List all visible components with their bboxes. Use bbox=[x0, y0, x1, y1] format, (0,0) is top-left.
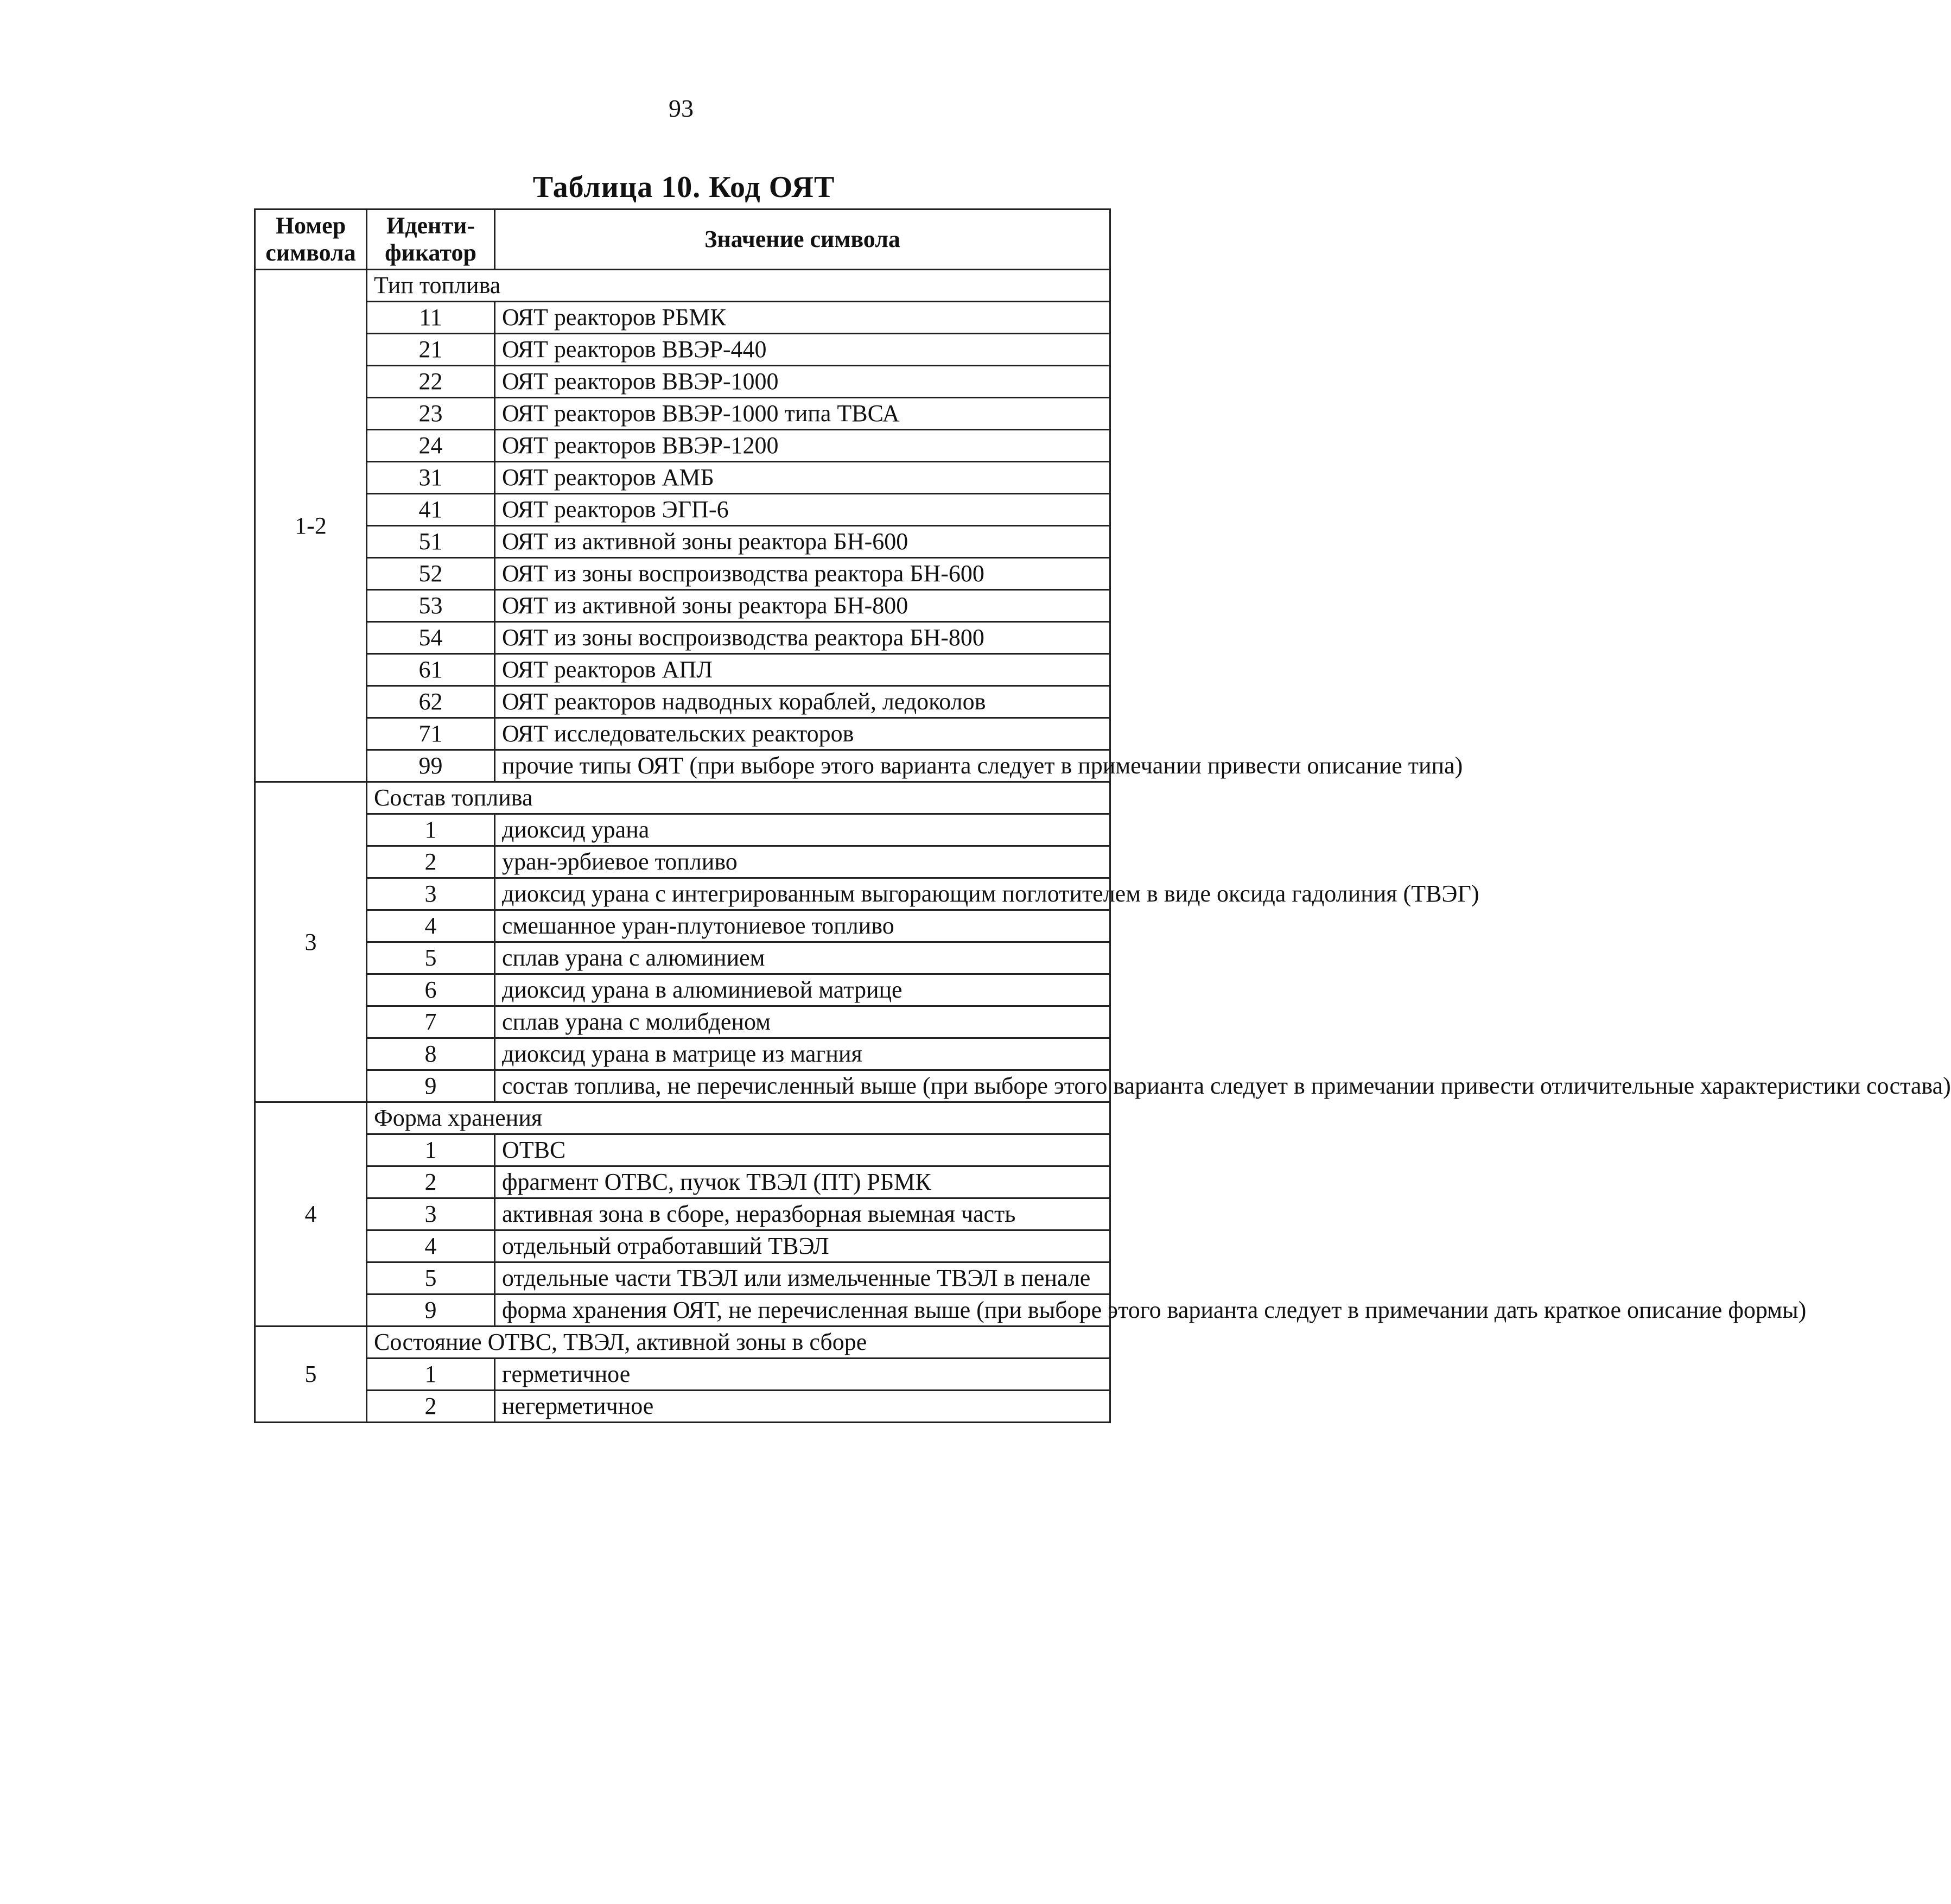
table-row bbox=[255, 398, 1110, 430]
identifier-cell: 7 bbox=[367, 1006, 495, 1038]
table-row bbox=[255, 302, 1110, 334]
meaning-cell: активная зона в сборе, неразборная выемная часть bbox=[495, 1198, 1110, 1230]
identifier-cell: 1 bbox=[367, 814, 495, 846]
identifier-cell: 1 bbox=[367, 1134, 495, 1166]
meaning-cell: ОЯТ из зоны воспроизводства реактора БН-600 bbox=[495, 558, 1110, 590]
identifier-cell: 1 bbox=[367, 1359, 495, 1391]
identifier-cell: 5 bbox=[367, 942, 495, 974]
table-row bbox=[255, 718, 1110, 750]
table-row bbox=[255, 1359, 1110, 1391]
identifier-cell: 52 bbox=[367, 558, 495, 590]
table-row bbox=[255, 526, 1110, 558]
table-row bbox=[255, 462, 1110, 494]
meaning-cell: прочие типы ОЯТ (при выборе этого варианта следует в примечании привести описание типа) bbox=[495, 750, 1110, 782]
section-title-row bbox=[255, 270, 1110, 302]
identifier-cell: 51 bbox=[367, 526, 495, 558]
meaning-cell: диоксид урана с интегрированным выгорающим поглотителем в виде оксида гадолиния (ТВЭГ) bbox=[495, 878, 1110, 910]
header-meaning: Значение символа bbox=[495, 210, 1110, 270]
table-row bbox=[255, 846, 1110, 878]
table-row bbox=[255, 654, 1110, 686]
meaning-cell: сплав урана с молибденом bbox=[495, 1006, 1110, 1038]
table-row bbox=[255, 1262, 1110, 1294]
table-row bbox=[255, 942, 1110, 974]
table-row bbox=[255, 814, 1110, 846]
meaning-cell: ОЯТ реакторов РБМК bbox=[495, 302, 1110, 334]
meaning-cell: негерметичное bbox=[495, 1391, 1110, 1423]
meaning-cell: ОТВС bbox=[495, 1134, 1110, 1166]
table-row bbox=[255, 1006, 1110, 1038]
meaning-cell: ОЯТ реакторов надводных кораблей, ледоколов bbox=[495, 686, 1110, 718]
meaning-cell: отдельные части ТВЭЛ или измельченные ТВЭЛ в пенале bbox=[495, 1262, 1110, 1294]
table-row bbox=[255, 366, 1110, 398]
section-title: Состав топлива bbox=[367, 782, 1110, 814]
meaning-cell: форма хранения ОЯТ, не перечисленная выше (при выборе этого варианта следует в примечании дать краткое описание формы) bbox=[495, 1294, 1110, 1327]
table-title: Таблица 10. Код ОЯТ bbox=[532, 170, 835, 204]
meaning-cell: состав топлива, не перечисленный выше (при выборе этого варианта следует в примечании привести отличительные характеристики состава) bbox=[495, 1070, 1110, 1102]
meaning-cell: ОЯТ исследовательских реакторов bbox=[495, 718, 1110, 750]
identifier-cell: 24 bbox=[367, 430, 495, 462]
meaning-cell: ОЯТ реакторов ЭГП-6 bbox=[495, 494, 1110, 526]
identifier-cell: 4 bbox=[367, 910, 495, 942]
table-row bbox=[255, 974, 1110, 1006]
page-number: 93 bbox=[669, 94, 694, 122]
meaning-cell: диоксид урана в матрице из магния bbox=[495, 1038, 1110, 1070]
section-title: Состояние ОТВС, ТВЭЛ, активной зоны в сборе bbox=[367, 1327, 1110, 1359]
meaning-cell: ОЯТ из активной зоны реактора БН-800 bbox=[495, 590, 1110, 622]
table-row bbox=[255, 878, 1110, 910]
table-row bbox=[255, 334, 1110, 366]
meaning-cell: фрагмент ОТВС, пучок ТВЭЛ (ПТ) РБМК bbox=[495, 1166, 1110, 1198]
identifier-cell: 5 bbox=[367, 1262, 495, 1294]
table-row bbox=[255, 910, 1110, 942]
symbol-number-cell: 1-2 bbox=[255, 270, 367, 782]
section-title-row bbox=[255, 1102, 1110, 1134]
identifier-cell: 3 bbox=[367, 1198, 495, 1230]
meaning-cell: уран-эрбиевое топливо bbox=[495, 846, 1110, 878]
header-row bbox=[255, 210, 1110, 270]
meaning-cell: диоксид урана в алюминиевой матрице bbox=[495, 974, 1110, 1006]
meaning-cell: герметичное bbox=[495, 1359, 1110, 1391]
identifier-cell: 54 bbox=[367, 622, 495, 654]
section-title-row bbox=[255, 782, 1110, 814]
table-row bbox=[255, 686, 1110, 718]
identifier-cell: 9 bbox=[367, 1070, 495, 1102]
meaning-cell: сплав урана с алюминием bbox=[495, 942, 1110, 974]
identifier-cell: 53 bbox=[367, 590, 495, 622]
symbol-number-cell: 5 bbox=[255, 1327, 367, 1423]
symbol-number-cell: 4 bbox=[255, 1102, 367, 1327]
code-table bbox=[254, 208, 1951, 1423]
table-row bbox=[255, 430, 1110, 462]
identifier-cell: 23 bbox=[367, 398, 495, 430]
meaning-cell: диоксид урана bbox=[495, 814, 1110, 846]
identifier-cell: 3 bbox=[367, 878, 495, 910]
table-row bbox=[255, 1038, 1110, 1070]
identifier-cell: 4 bbox=[367, 1230, 495, 1262]
table-row bbox=[255, 1166, 1110, 1198]
table-row bbox=[255, 622, 1110, 654]
table-row bbox=[255, 1294, 1110, 1327]
meaning-cell: ОЯТ реакторов АМБ bbox=[495, 462, 1110, 494]
meaning-cell: ОЯТ реакторов АПЛ bbox=[495, 654, 1110, 686]
table-row bbox=[255, 590, 1110, 622]
table-body bbox=[255, 270, 1951, 1423]
section-title: Тип топлива bbox=[367, 270, 1110, 302]
section-title-row bbox=[255, 1327, 1110, 1359]
table-row bbox=[255, 558, 1110, 590]
meaning-cell: смешанное уран-плутониевое топливо bbox=[495, 910, 1110, 942]
table-row bbox=[255, 1230, 1110, 1262]
identifier-cell: 2 bbox=[367, 1391, 495, 1423]
symbol-number-cell: 3 bbox=[255, 782, 367, 1102]
header-symbol-number: Номер символа bbox=[255, 210, 367, 270]
identifier-cell: 31 bbox=[367, 462, 495, 494]
meaning-cell: отдельный отработавший ТВЭЛ bbox=[495, 1230, 1110, 1262]
identifier-cell: 41 bbox=[367, 494, 495, 526]
identifier-cell: 22 bbox=[367, 366, 495, 398]
table-row bbox=[255, 494, 1110, 526]
identifier-cell: 2 bbox=[367, 1166, 495, 1198]
identifier-cell: 71 bbox=[367, 718, 495, 750]
table-row bbox=[255, 1391, 1110, 1423]
table-row bbox=[255, 1134, 1110, 1166]
table-row bbox=[255, 1198, 1110, 1230]
identifier-cell: 99 bbox=[367, 750, 495, 782]
section-title: Форма хранения bbox=[367, 1102, 1110, 1134]
meaning-cell: ОЯТ реакторов ВВЭР-1200 bbox=[495, 430, 1110, 462]
identifier-cell: 62 bbox=[367, 686, 495, 718]
meaning-cell: ОЯТ реакторов ВВЭР-440 bbox=[495, 334, 1110, 366]
identifier-cell: 61 bbox=[367, 654, 495, 686]
identifier-cell: 11 bbox=[367, 302, 495, 334]
meaning-cell: ОЯТ реакторов ВВЭР-1000 типа ТВСА bbox=[495, 398, 1110, 430]
header-identifier: Иденти- фикатор bbox=[367, 210, 495, 270]
identifier-cell: 21 bbox=[367, 334, 495, 366]
identifier-cell: 8 bbox=[367, 1038, 495, 1070]
table-row bbox=[255, 1070, 1110, 1102]
identifier-cell: 2 bbox=[367, 846, 495, 878]
meaning-cell: ОЯТ из зоны воспроизводства реактора БН-800 bbox=[495, 622, 1110, 654]
table-row bbox=[255, 750, 1110, 782]
identifier-cell: 6 bbox=[367, 974, 495, 1006]
meaning-cell: ОЯТ реакторов ВВЭР-1000 bbox=[495, 366, 1110, 398]
identifier-cell: 9 bbox=[367, 1294, 495, 1327]
meaning-cell: ОЯТ из активной зоны реактора БН-600 bbox=[495, 526, 1110, 558]
